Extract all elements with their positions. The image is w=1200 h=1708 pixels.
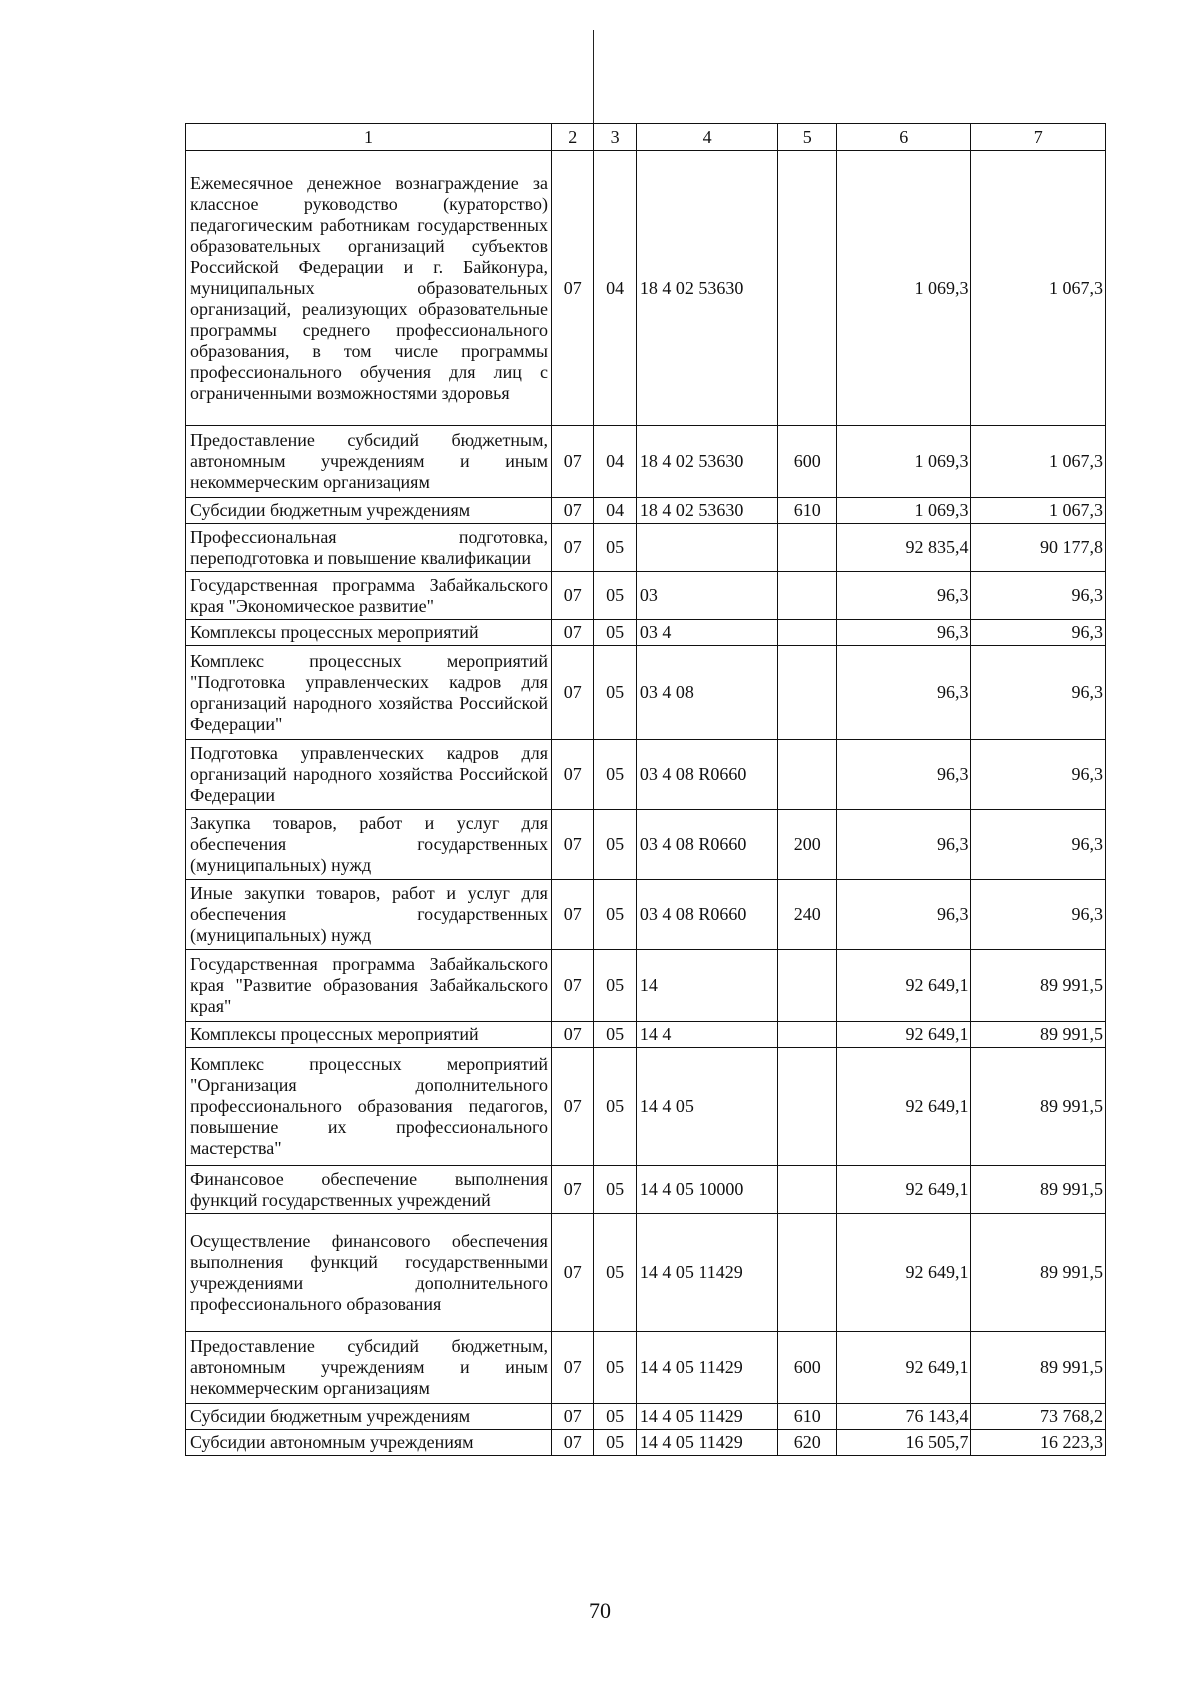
row-name: Субсидии бюджетным учреждениям [186,1404,552,1430]
row-amount-year1: 96,3 [837,646,971,740]
row-subsection: 05 [594,1048,636,1166]
row-section: 07 [551,151,593,426]
row-name: Комплекс процессных мероприятий "Организация дополнительного профессионального образования педагогов, повышение их профессионального мастерства" [186,1048,552,1166]
row-amount-year1: 96,3 [837,880,971,950]
row-amount-year1: 1 069,3 [837,426,971,498]
row-amount-year2: 89 991,5 [971,1332,1106,1404]
row-target-article: 03 4 [636,620,778,646]
row-name: Предоставление субсидий бюджетным, автономным учреждениям и иным некоммерческим организациям [186,1332,552,1404]
row-expense-type: 200 [778,810,837,880]
row-expense-type [778,740,837,810]
row-subsection: 05 [594,646,636,740]
row-section: 07 [551,1332,593,1404]
row-expense-type [778,151,837,426]
row-name: Комплексы процессных мероприятий [186,1022,552,1048]
row-amount-year1: 92 649,1 [837,1214,971,1332]
row-amount-year1: 1 069,3 [837,151,971,426]
row-subsection: 05 [594,1214,636,1332]
row-expense-type: 610 [778,1404,837,1430]
row-amount-year1: 92 835,4 [837,524,971,572]
row-amount-year2: 1 067,3 [971,498,1106,524]
table-row [186,426,1106,498]
row-section: 07 [551,1214,593,1332]
row-amount-year1: 16 505,7 [837,1430,971,1456]
row-section: 07 [551,1166,593,1214]
row-name: Комплексы процессных мероприятий [186,620,552,646]
row-target-article: 14 4 05 [636,1048,778,1166]
row-section: 07 [551,740,593,810]
row-subsection: 05 [594,740,636,810]
scan-artifact-line [593,30,594,130]
row-amount-year2: 96,3 [971,620,1106,646]
row-target-article: 03 4 08 R0660 [636,810,778,880]
row-section: 07 [551,524,593,572]
row-section: 07 [551,498,593,524]
row-name: Иные закупки товаров, работ и услуг для обеспечения государственных (муниципальных) нужд [186,880,552,950]
row-name: Подготовка управленческих кадров для организаций народного хозяйства Российской Федерации [186,740,552,810]
table-row [186,524,1106,572]
row-amount-year2: 73 768,2 [971,1404,1106,1430]
row-section: 07 [551,950,593,1022]
row-subsection: 04 [594,498,636,524]
row-amount-year1: 96,3 [837,620,971,646]
row-amount-year2: 96,3 [971,740,1106,810]
row-expense-type [778,950,837,1022]
table-row [186,1430,1106,1456]
table-row [186,572,1106,620]
row-expense-type: 240 [778,880,837,950]
row-amount-year2: 96,3 [971,810,1106,880]
row-target-article: 18 4 02 53630 [636,426,778,498]
budget-table [185,123,1106,1456]
table-row [186,646,1106,740]
table-row [186,740,1106,810]
table-row [186,810,1106,880]
row-subsection: 05 [594,620,636,646]
row-target-article: 14 4 05 11429 [636,1214,778,1332]
row-target-article: 14 4 05 11429 [636,1430,778,1456]
row-expense-type [778,1214,837,1332]
row-amount-year1: 92 649,1 [837,1166,971,1214]
row-name: Субсидии автономным учреждениям [186,1430,552,1456]
row-name: Субсидии бюджетным учреждениям [186,498,552,524]
row-subsection: 05 [594,572,636,620]
row-subsection: 05 [594,1166,636,1214]
row-section: 07 [551,1022,593,1048]
row-section: 07 [551,1404,593,1430]
row-amount-year1: 96,3 [837,810,971,880]
row-section: 07 [551,646,593,740]
table-row [186,1048,1106,1166]
row-section: 07 [551,1048,593,1166]
row-section: 07 [551,1430,593,1456]
row-expense-type: 600 [778,1332,837,1404]
row-section: 07 [551,880,593,950]
page-number: 70 [589,1598,611,1623]
row-amount-year1: 92 649,1 [837,1048,971,1166]
column-header: 2 [551,124,593,151]
row-subsection: 05 [594,880,636,950]
row-target-article [636,524,778,572]
row-amount-year1: 1 069,3 [837,498,971,524]
row-name: Осуществление финансового обеспечения выполнения функций государственными учреждениями дополнительного профессионального образования [186,1214,552,1332]
row-subsection: 05 [594,1430,636,1456]
table-row [186,1214,1106,1332]
row-expense-type: 610 [778,498,837,524]
row-expense-type [778,524,837,572]
row-name: Закупка товаров, работ и услуг для обеспечения государственных (муниципальных) нужд [186,810,552,880]
row-amount-year2: 1 067,3 [971,151,1106,426]
row-target-article: 18 4 02 53630 [636,151,778,426]
row-name: Профессиональная подготовка, переподготовка и повышение квалификации [186,524,552,572]
row-expense-type [778,620,837,646]
row-amount-year2: 1 067,3 [971,426,1106,498]
row-expense-type [778,1022,837,1048]
row-name: Государственная программа Забайкальского края "Развитие образования Забайкальского края" [186,950,552,1022]
row-target-article: 03 4 08 R0660 [636,880,778,950]
row-amount-year2: 89 991,5 [971,1166,1106,1214]
row-amount-year2: 89 991,5 [971,950,1106,1022]
column-header: 1 [186,124,552,151]
table-row [186,1404,1106,1430]
row-subsection: 04 [594,426,636,498]
row-amount-year1: 76 143,4 [837,1404,971,1430]
row-amount-year2: 16 223,3 [971,1430,1106,1456]
row-amount-year2: 89 991,5 [971,1214,1106,1332]
column-header: 7 [971,124,1106,151]
row-target-article: 18 4 02 53630 [636,498,778,524]
row-subsection: 05 [594,810,636,880]
row-expense-type: 600 [778,426,837,498]
table-row [186,1166,1106,1214]
row-name: Государственная программа Забайкальского края "Экономическое развитие" [186,572,552,620]
row-amount-year1: 92 649,1 [837,1332,971,1404]
row-target-article: 03 [636,572,778,620]
row-subsection: 05 [594,1022,636,1048]
row-name: Ежемесячное денежное вознаграждение за классное руководство (кураторство) педагогическим работникам государственных образовательных организаций субъектов Российской Федерации и г. Байконура, муниципальных образовательных организаций, реализующих образовательные программы среднего профессионального образования, в том числе программы профессионального обучения для лиц с ограниченными возможностями здоровья [186,151,552,426]
row-amount-year2: 96,3 [971,646,1106,740]
row-amount-year2: 96,3 [971,572,1106,620]
table-row [186,880,1106,950]
row-target-article: 03 4 08 R0660 [636,740,778,810]
column-header: 6 [837,124,971,151]
row-target-article: 14 4 05 11429 [636,1404,778,1430]
table-row [186,620,1106,646]
row-name: Предоставление субсидий бюджетным, автономным учреждениям и иным некоммерческим организациям [186,426,552,498]
row-amount-year1: 96,3 [837,572,971,620]
table-row [186,950,1106,1022]
row-amount-year1: 92 649,1 [837,1022,971,1048]
row-expense-type [778,646,837,740]
row-expense-type [778,1048,837,1166]
row-amount-year2: 89 991,5 [971,1048,1106,1166]
column-header: 4 [636,124,778,151]
row-name: Комплекс процессных мероприятий "Подготовка управленческих кадров для организаций народного хозяйства Российской Федерации" [186,646,552,740]
row-subsection: 04 [594,151,636,426]
row-amount-year2: 90 177,8 [971,524,1106,572]
row-section: 07 [551,572,593,620]
row-amount-year1: 92 649,1 [837,950,971,1022]
table-row [186,498,1106,524]
column-header: 5 [778,124,837,151]
row-section: 07 [551,620,593,646]
row-subsection: 05 [594,1332,636,1404]
row-section: 07 [551,426,593,498]
row-subsection: 05 [594,950,636,1022]
table-row [186,1332,1106,1404]
row-amount-year2: 96,3 [971,880,1106,950]
row-amount-year2: 89 991,5 [971,1022,1106,1048]
row-section: 07 [551,810,593,880]
row-target-article: 14 4 [636,1022,778,1048]
row-name: Финансовое обеспечение выполнения функций государственных учреждений [186,1166,552,1214]
row-target-article: 14 4 05 10000 [636,1166,778,1214]
column-header: 3 [594,124,636,151]
table-row [186,1022,1106,1048]
row-expense-type: 620 [778,1430,837,1456]
row-target-article: 14 4 05 11429 [636,1332,778,1404]
row-amount-year1: 96,3 [837,740,971,810]
row-subsection: 05 [594,1404,636,1430]
row-expense-type [778,572,837,620]
row-target-article: 03 4 08 [636,646,778,740]
table-row [186,151,1106,426]
row-subsection: 05 [594,524,636,572]
row-expense-type [778,1166,837,1214]
table-header-row [186,124,1106,151]
row-target-article: 14 [636,950,778,1022]
